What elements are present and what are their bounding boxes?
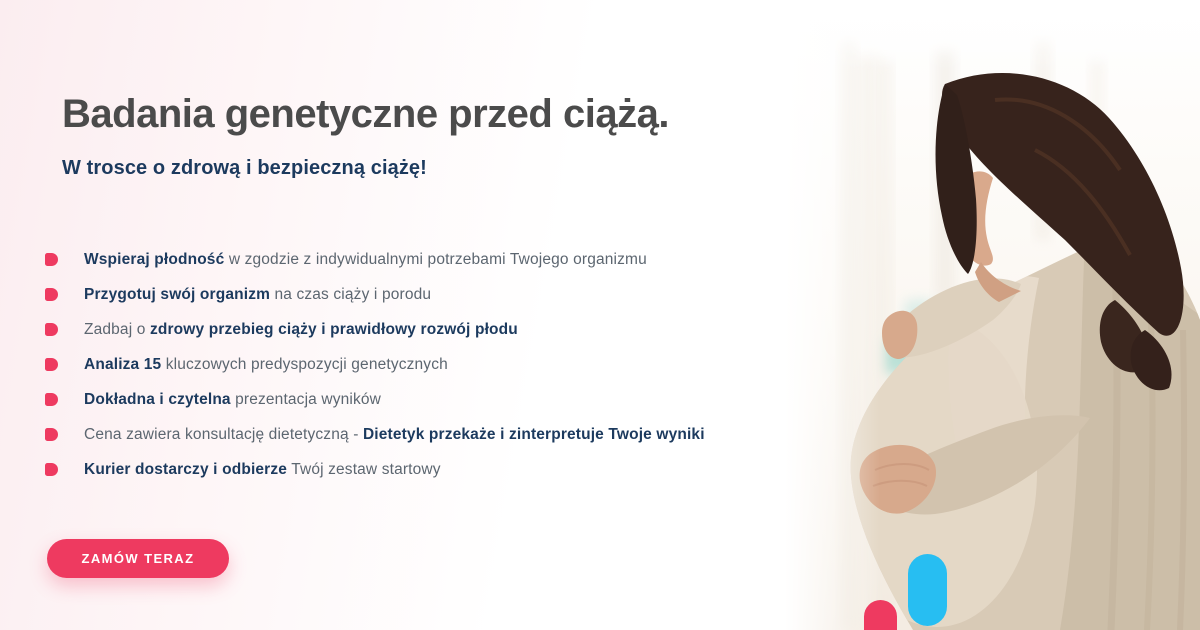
bullet-icon: [45, 358, 58, 371]
list-item: [45, 390, 765, 425]
list-item: [45, 285, 765, 320]
decor-pill-pink: [864, 600, 897, 630]
bullet-icon: [45, 463, 58, 476]
decor-pill-cyan: [908, 554, 947, 626]
list-item-text: Kurier dostarczy i odbierze Twój zestaw startowy: [84, 461, 441, 478]
list-item: [45, 320, 765, 355]
list-item: [45, 250, 765, 285]
list-item-text: Przygotuj swój organizm na czas ciąży i porodu: [84, 286, 432, 303]
list-item-text: Wspieraj płodność w zgodzie z indywidualnymi potrzebami Twojego organizmu: [84, 251, 647, 268]
order-now-button[interactable]: ZAMÓW TERAZ: [47, 539, 229, 578]
list-item: [45, 425, 765, 460]
list-item: [45, 460, 765, 495]
bullet-icon: [45, 393, 58, 406]
bullet-icon: [45, 428, 58, 441]
page-title: Badania genetyczne przed ciążą.: [62, 92, 669, 136]
pregnant-woman-photo: [785, 0, 1200, 630]
list-item: [45, 355, 765, 390]
list-item-text: Cena zawiera konsultację dietetyczną - Dietetyk przekaże i zinterpretuje Twoje wyniki: [84, 426, 705, 443]
list-item-text: Zadbaj o zdrowy przebieg ciąży i prawidłowy rozwój płodu: [84, 321, 518, 338]
list-item-text: Dokładna i czytelna prezentacja wyników: [84, 391, 382, 408]
page-subtitle: W trosce o zdrową i bezpieczną ciążę!: [62, 157, 427, 179]
benefits-list: [45, 250, 765, 495]
bullet-icon: [45, 253, 58, 266]
bullet-icon: [45, 288, 58, 301]
list-item-text: Analiza 15 kluczowych predyspozycji genetycznych: [84, 356, 448, 373]
bullet-icon: [45, 323, 58, 336]
